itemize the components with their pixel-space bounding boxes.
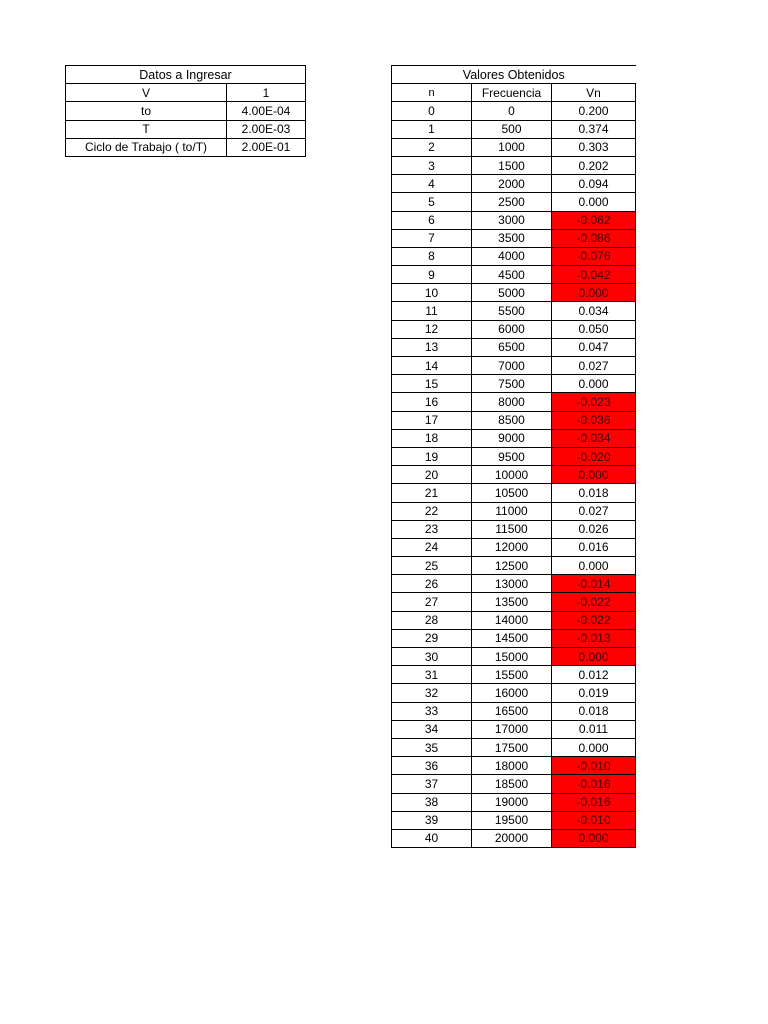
cell-n[interactable]: 34: [392, 720, 472, 738]
cell-frecuencia[interactable]: 11500: [472, 520, 552, 538]
cell-vn[interactable]: -0.020: [552, 447, 636, 465]
cell-frecuencia[interactable]: 7000: [472, 357, 552, 375]
cell-frecuencia[interactable]: 13500: [472, 593, 552, 611]
cell-n[interactable]: 1: [392, 120, 472, 138]
cell-n[interactable]: 14: [392, 357, 472, 375]
cell-vn[interactable]: 0.303: [552, 138, 636, 156]
header-vn[interactable]: Vn: [552, 84, 636, 102]
cell-frecuencia[interactable]: 1500: [472, 156, 552, 174]
input-row: [66, 84, 306, 102]
input-value-cell[interactable]: 2.00E-01: [227, 138, 306, 156]
cell-n[interactable]: 33: [392, 702, 472, 720]
cell-frecuencia[interactable]: 6500: [472, 338, 552, 356]
table-row: [392, 793, 636, 811]
table-row: [392, 375, 636, 393]
cell-frecuencia[interactable]: 5500: [472, 302, 552, 320]
table-row: [392, 120, 636, 138]
table-row: [392, 175, 636, 193]
cell-n[interactable]: 27: [392, 593, 472, 611]
header-n[interactable]: n: [392, 84, 472, 102]
cell-frecuencia[interactable]: 18500: [472, 775, 552, 793]
cell-frecuencia[interactable]: 2500: [472, 193, 552, 211]
cell-frecuencia[interactable]: 19500: [472, 811, 552, 829]
cell-frecuencia[interactable]: 1000: [472, 138, 552, 156]
cell-vn[interactable]: 0.016: [552, 538, 636, 556]
input-label-cell[interactable]: T: [66, 120, 227, 138]
cell-n[interactable]: 23: [392, 520, 472, 538]
table-row: [392, 757, 636, 775]
results-header-row: [392, 84, 636, 102]
cell-vn[interactable]: -0.036: [552, 411, 636, 429]
cell-vn[interactable]: -0.022: [552, 593, 636, 611]
cell-n[interactable]: 11: [392, 302, 472, 320]
cell-frecuencia[interactable]: 3500: [472, 229, 552, 247]
cell-vn[interactable]: 0.050: [552, 320, 636, 338]
table-row: [392, 720, 636, 738]
cell-n[interactable]: 19: [392, 447, 472, 465]
table-row: [392, 611, 636, 629]
input-value-cell[interactable]: 4.00E-04: [227, 102, 306, 120]
table-row: [392, 302, 636, 320]
cell-n[interactable]: 18: [392, 429, 472, 447]
table-row: [392, 102, 636, 120]
cell-vn[interactable]: -0.022: [552, 611, 636, 629]
input-data-table: [65, 65, 306, 157]
table-row: [392, 156, 636, 174]
cell-frecuencia[interactable]: 8500: [472, 411, 552, 429]
cell-vn[interactable]: 0.026: [552, 520, 636, 538]
table-row: [392, 247, 636, 265]
table-row: [392, 593, 636, 611]
cell-frecuencia[interactable]: 13000: [472, 575, 552, 593]
table-row: [392, 811, 636, 829]
cell-frecuencia[interactable]: 500: [472, 120, 552, 138]
cell-frecuencia[interactable]: 14000: [472, 611, 552, 629]
cell-frecuencia[interactable]: 9000: [472, 429, 552, 447]
cell-n[interactable]: 38: [392, 793, 472, 811]
cell-frecuencia[interactable]: 5000: [472, 284, 552, 302]
cell-frecuencia[interactable]: 17500: [472, 738, 552, 756]
cell-frecuencia[interactable]: 8000: [472, 393, 552, 411]
table-row: [392, 284, 636, 302]
cell-n[interactable]: 8: [392, 247, 472, 265]
cell-vn[interactable]: 0.000: [552, 829, 636, 847]
cell-vn[interactable]: 0.000: [552, 557, 636, 575]
cell-vn[interactable]: 0.027: [552, 357, 636, 375]
cell-vn[interactable]: 0.202: [552, 156, 636, 174]
cell-vn[interactable]: 0.034: [552, 302, 636, 320]
table-row: [392, 648, 636, 666]
cell-n[interactable]: 36: [392, 757, 472, 775]
cell-n[interactable]: 16: [392, 393, 472, 411]
cell-n[interactable]: 28: [392, 611, 472, 629]
table-row: [392, 320, 636, 338]
cell-vn[interactable]: -0.076: [552, 247, 636, 265]
cell-frecuencia[interactable]: 18000: [472, 757, 552, 775]
cell-frecuencia[interactable]: 0: [472, 102, 552, 120]
cell-vn[interactable]: -0.034: [552, 429, 636, 447]
results-table-title[interactable]: Valores Obtenidos: [392, 66, 636, 84]
cell-vn[interactable]: 0.000: [552, 648, 636, 666]
cell-frecuencia[interactable]: 9500: [472, 447, 552, 465]
cell-vn[interactable]: 0.094: [552, 175, 636, 193]
cell-n[interactable]: 7: [392, 229, 472, 247]
table-row: [392, 211, 636, 229]
cell-n[interactable]: 40: [392, 829, 472, 847]
cell-vn[interactable]: -0.010: [552, 811, 636, 829]
table-row: [392, 447, 636, 465]
cell-frecuencia[interactable]: 3000: [472, 211, 552, 229]
cell-n[interactable]: 30: [392, 648, 472, 666]
cell-vn[interactable]: 0.012: [552, 666, 636, 684]
table-row: [392, 829, 636, 847]
cell-n[interactable]: 31: [392, 666, 472, 684]
cell-frecuencia[interactable]: 12000: [472, 538, 552, 556]
cell-n[interactable]: 39: [392, 811, 472, 829]
cell-vn[interactable]: -0.014: [552, 575, 636, 593]
table-row: [392, 466, 636, 484]
cell-frecuencia[interactable]: 19000: [472, 793, 552, 811]
results-title-row: [392, 66, 636, 84]
table-row: [392, 520, 636, 538]
cell-n[interactable]: 21: [392, 484, 472, 502]
table-row: [392, 538, 636, 556]
cell-vn[interactable]: 0.027: [552, 502, 636, 520]
cell-frecuencia[interactable]: 15000: [472, 648, 552, 666]
table-row: [392, 266, 636, 284]
cell-vn[interactable]: 0.000: [552, 466, 636, 484]
cell-n[interactable]: 32: [392, 684, 472, 702]
cell-frecuencia[interactable]: 10500: [472, 484, 552, 502]
cell-vn[interactable]: 0.000: [552, 738, 636, 756]
cell-vn[interactable]: -0.062: [552, 211, 636, 229]
cell-vn[interactable]: 0.000: [552, 193, 636, 211]
cell-n[interactable]: 13: [392, 338, 472, 356]
table-row: [392, 684, 636, 702]
cell-frecuencia[interactable]: 4500: [472, 266, 552, 284]
cell-n[interactable]: 17: [392, 411, 472, 429]
cell-vn[interactable]: 0.000: [552, 284, 636, 302]
input-title-row: [66, 66, 306, 84]
cell-frecuencia[interactable]: 15500: [472, 666, 552, 684]
cell-frecuencia[interactable]: 10000: [472, 466, 552, 484]
table-row: [392, 229, 636, 247]
cell-frecuencia[interactable]: 16500: [472, 702, 552, 720]
table-row: [392, 629, 636, 647]
cell-vn[interactable]: 0.018: [552, 484, 636, 502]
table-row: [392, 738, 636, 756]
cell-vn[interactable]: 0.047: [552, 338, 636, 356]
cell-n[interactable]: 35: [392, 738, 472, 756]
cell-vn[interactable]: -0.042: [552, 266, 636, 284]
cell-vn[interactable]: -0.023: [552, 393, 636, 411]
cell-vn[interactable]: -0.010: [552, 757, 636, 775]
cell-n[interactable]: 26: [392, 575, 472, 593]
cell-vn[interactable]: -0.016: [552, 775, 636, 793]
cell-vn[interactable]: 0.019: [552, 684, 636, 702]
input-row: [66, 102, 306, 120]
cell-vn[interactable]: 0.000: [552, 375, 636, 393]
cell-vn[interactable]: -0.016: [552, 793, 636, 811]
input-row: [66, 138, 306, 156]
input-value-cell[interactable]: 2.00E-03: [227, 120, 306, 138]
cell-frecuencia[interactable]: 17000: [472, 720, 552, 738]
table-row: [392, 193, 636, 211]
cell-n[interactable]: 12: [392, 320, 472, 338]
cell-vn[interactable]: 0.374: [552, 120, 636, 138]
cell-n[interactable]: 5: [392, 193, 472, 211]
table-row: [392, 411, 636, 429]
cell-vn[interactable]: 0.011: [552, 720, 636, 738]
table-row: [392, 557, 636, 575]
cell-n[interactable]: 37: [392, 775, 472, 793]
cell-vn[interactable]: 0.200: [552, 102, 636, 120]
table-row: [392, 575, 636, 593]
input-value-cell[interactable]: 1: [227, 84, 306, 102]
cell-frecuencia[interactable]: 7500: [472, 375, 552, 393]
cell-vn[interactable]: 0.018: [552, 702, 636, 720]
cell-n[interactable]: 6: [392, 211, 472, 229]
table-row: [392, 666, 636, 684]
cell-frecuencia[interactable]: 12500: [472, 557, 552, 575]
cell-frecuencia[interactable]: 11000: [472, 502, 552, 520]
table-row: [392, 484, 636, 502]
cell-frecuencia[interactable]: 6000: [472, 320, 552, 338]
cell-n[interactable]: 4: [392, 175, 472, 193]
input-label-cell[interactable]: V: [66, 84, 227, 102]
cell-vn[interactable]: -0.013: [552, 629, 636, 647]
table-row: [392, 357, 636, 375]
cell-n[interactable]: 10: [392, 284, 472, 302]
input-label-cell[interactable]: to: [66, 102, 227, 120]
cell-n[interactable]: 0: [392, 102, 472, 120]
header-frecuencia[interactable]: Frecuencia: [472, 84, 552, 102]
cell-n[interactable]: 24: [392, 538, 472, 556]
table-row: [392, 393, 636, 411]
cell-frecuencia[interactable]: 4000: [472, 247, 552, 265]
cell-n[interactable]: 20: [392, 466, 472, 484]
input-label-cell[interactable]: Ciclo de Trabajo ( to/T): [66, 138, 227, 156]
cell-n[interactable]: 22: [392, 502, 472, 520]
cell-frecuencia[interactable]: 2000: [472, 175, 552, 193]
cell-frecuencia[interactable]: 16000: [472, 684, 552, 702]
input-table-title[interactable]: Datos a Ingresar: [66, 66, 306, 84]
results-table: [391, 65, 636, 848]
cell-n[interactable]: 25: [392, 557, 472, 575]
table-row: [392, 775, 636, 793]
cell-vn[interactable]: -0.086: [552, 229, 636, 247]
cell-n[interactable]: 15: [392, 375, 472, 393]
table-row: [392, 702, 636, 720]
cell-n[interactable]: 2: [392, 138, 472, 156]
table-row: [392, 338, 636, 356]
table-row: [392, 138, 636, 156]
cell-n[interactable]: 29: [392, 629, 472, 647]
cell-n[interactable]: 9: [392, 266, 472, 284]
cell-frecuencia[interactable]: 14500: [472, 629, 552, 647]
cell-frecuencia[interactable]: 20000: [472, 829, 552, 847]
table-row: [392, 502, 636, 520]
input-row: [66, 120, 306, 138]
cell-n[interactable]: 3: [392, 156, 472, 174]
table-row: [392, 429, 636, 447]
